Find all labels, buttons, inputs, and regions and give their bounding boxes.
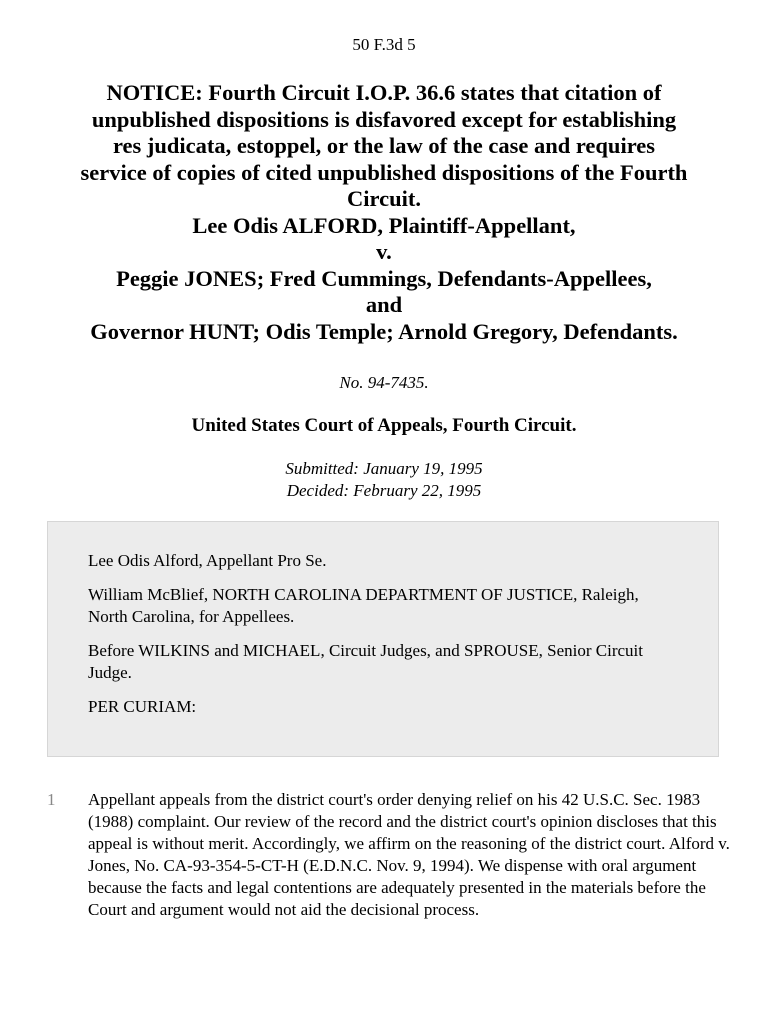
docket-number: No. 94-7435. xyxy=(339,373,429,392)
notice-line: service of copies of cited unpublished dispositions of the Fourth xyxy=(80,159,688,185)
appellant-party: Lee Odis ALFORD, Plaintiff-Appellant, xyxy=(192,212,576,238)
notice-line: res judicata, estoppel, or the law of the case and requires xyxy=(112,133,656,158)
paragraph-text: Appellant appeals from the district court's order denying relief on his 42 U.S.C. Sec. 1983 (1988) complaint. Our review of the record and the district court's opinion discloses that this appeal is without merit. Accordingly, we affirm on the reasoning of the district court. Alford v. Jones, No. CA-93-354-5-CT-H (E.D.N.C. Nov. 9, 1994). We dispense with oral argument because the facts and legal contentions are adequately presented in the materials before the Court and argument would not aid the decisional process. xyxy=(88,790,730,919)
submitted-date: Submitted: January 19, 1995 xyxy=(285,459,483,478)
appellee-counsel: William McBlief, NORTH CAROLINA DEPARTMENT OF JUSTICE, Raleigh, North Carolina, for Appellees. xyxy=(88,585,639,626)
per-curiam: PER CURIAM: xyxy=(88,697,197,716)
panel-judges: Before WILKINS and MICHAEL, Circuit Judges, and SPROUSE, Senior Circuit Judge. xyxy=(88,641,643,682)
decided-date: Decided: February 22, 1995 xyxy=(286,481,482,500)
opinion-paragraph xyxy=(47,789,737,921)
case-citation: 50 F.3d 5 xyxy=(352,35,416,54)
appellant-counsel: Lee Odis Alford, Appellant Pro Se. xyxy=(88,551,327,570)
case-dates xyxy=(0,458,768,502)
court-name: United States Court of Appeals, Fourth Circuit. xyxy=(191,415,577,436)
notice-line: Circuit. xyxy=(347,186,421,211)
counsel-box xyxy=(47,521,719,757)
case-heading xyxy=(40,80,728,345)
conjunction: and xyxy=(365,292,403,317)
versus: v. xyxy=(376,239,392,264)
defendants-party: Governor HUNT; Odis Temple; Arnold Gregory, Defendants. xyxy=(90,318,678,344)
notice-line: unpublished dispositions is disfavored except for establishing xyxy=(91,106,677,132)
appellees-party: Peggie JONES; Fred Cummings, Defendants-Appellees, xyxy=(116,265,652,291)
notice-line: NOTICE: Fourth Circuit I.O.P. 36.6 states that citation of xyxy=(106,80,662,105)
paragraph-number: 1 xyxy=(47,790,56,809)
